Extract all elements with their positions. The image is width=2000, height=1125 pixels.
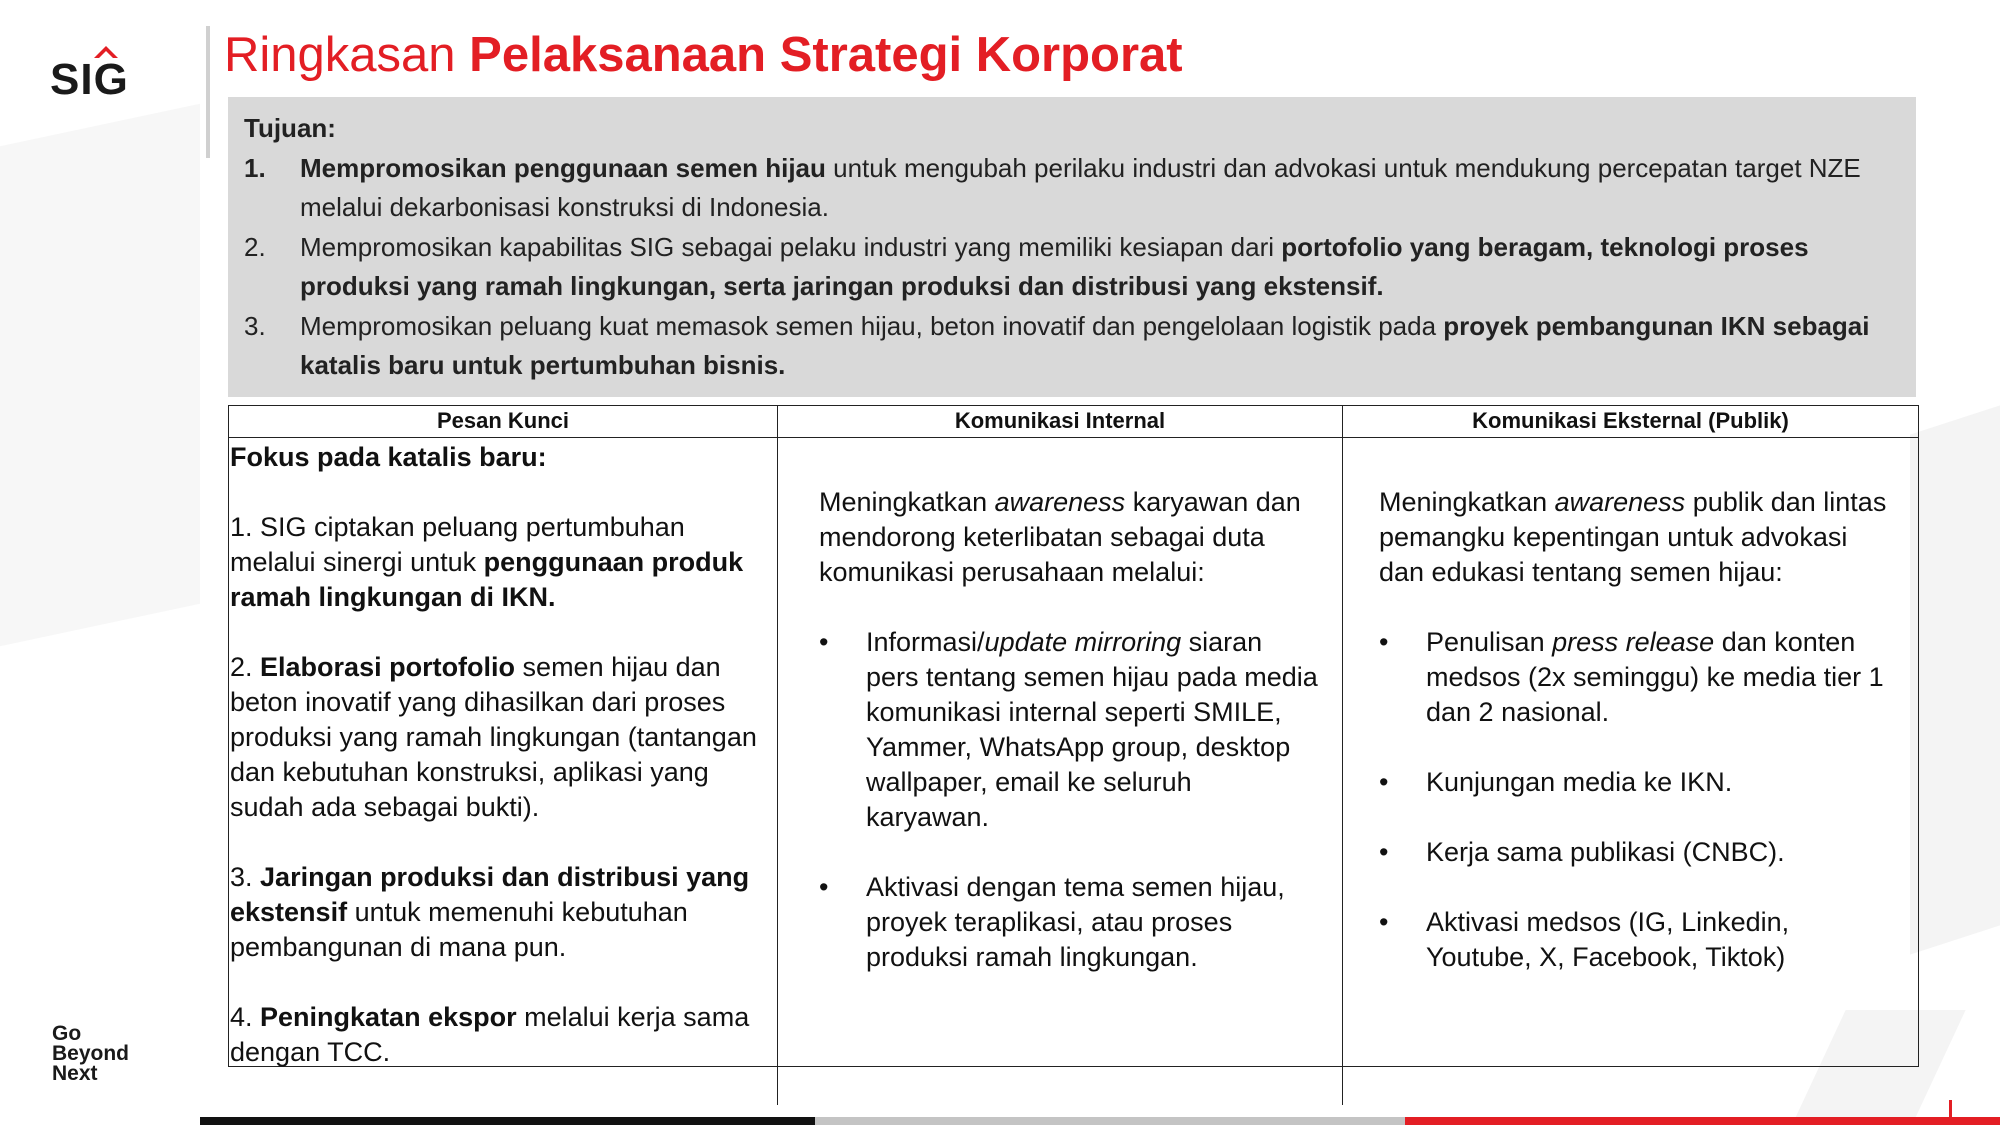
header-divider	[206, 26, 210, 158]
bullet-text: dan konten medsos (2x seminggu) ke media tier 1 dan 2 nasional.	[1426, 627, 1884, 727]
bullet-icon: •	[1379, 907, 1389, 937]
intro-italic: awareness	[994, 487, 1126, 517]
sig-logo	[50, 44, 160, 104]
bullet-text: Kerja sama publikasi (CNBC).	[1426, 837, 1785, 867]
objectives-box	[228, 97, 1916, 397]
tagline	[52, 1024, 129, 1084]
footer-bar-grey	[815, 1117, 1405, 1125]
point-text: 2.	[230, 652, 261, 682]
external-bullet	[1379, 625, 1888, 730]
bullet-text: Kunjungan media ke IKN.	[1426, 767, 1733, 797]
point-text: 3.	[230, 862, 261, 892]
objective-text: untuk mengubah perilaku industri dan advokasi untuk mendukung percepatan target NZE melalui dekarbonisasi konstruksi di Indonesia.	[300, 152, 1861, 222]
tagline-line: Go	[52, 1022, 82, 1045]
objective-number: 1.	[244, 152, 266, 183]
key-message-point	[230, 510, 777, 615]
communication-table	[228, 405, 1919, 1067]
background-shape	[1910, 405, 2000, 954]
point-text: 4.	[230, 1002, 261, 1032]
bullet-text: Penulisan	[1426, 627, 1553, 657]
point-bold: Elaborasi portofolio	[260, 652, 516, 682]
objective-item	[244, 307, 1902, 386]
footer-bar-black	[200, 1117, 815, 1125]
key-message-point	[230, 860, 777, 965]
key-message-heading-text: Fokus pada katalis baru:	[230, 442, 547, 472]
external-bullet	[1379, 835, 1888, 870]
table-header-external: Komunikasi Eksternal (Publik)	[1343, 406, 1918, 438]
background-shape	[0, 104, 200, 647]
point-bold: Jaringan produksi dan distribusi yang ekstensif	[230, 862, 750, 927]
objective-number: 2.	[244, 231, 266, 262]
internal-intro	[819, 485, 1318, 590]
objectives-heading: Tujuan:	[244, 113, 336, 143]
point-text: melalui kerja sama dengan TCC.	[230, 1002, 750, 1067]
intro-text: Meningkatkan	[1379, 487, 1555, 517]
external-bullet	[1379, 905, 1888, 975]
point-text: semen hijau dan beton inovatif yang dihasilkan dari proses produksi yang ramah lingkungan (tantangan dan kebutuhan konstruksi, aplikasi yang sudah ada sebagai bukti).	[230, 652, 757, 822]
bullet-italic: press release	[1552, 627, 1715, 657]
bullet-icon: •	[1379, 627, 1389, 657]
footer-bar-red	[1405, 1117, 2000, 1125]
point-bold: penggunaan produk ramah lingkungan di IKN.	[230, 547, 744, 612]
key-message-heading	[230, 440, 777, 475]
logo-text: SIG	[50, 55, 129, 104]
bullet-icon: •	[1379, 767, 1389, 797]
bullet-italic: update mirroring	[984, 627, 1182, 657]
external-intro	[1379, 485, 1888, 590]
internal-bullet	[819, 870, 1318, 975]
title-part-2: Pelaksanaan Strategi Korporat	[469, 28, 1183, 82]
intro-italic: awareness	[1554, 487, 1686, 517]
intro-text: Meningkatkan	[819, 487, 995, 517]
page-title	[224, 26, 1183, 84]
objective-item	[244, 149, 1902, 228]
point-text: 1. SIG ciptakan peluang pertumbuhan melalui sinergi untuk	[230, 512, 685, 577]
objective-text: Mempromosikan peluang kuat memasok semen hijau, beton inovatif dan pengelolaan logistik pada	[300, 310, 1444, 341]
bullet-text: Aktivasi medsos (IG, Linkedin, Youtube, X, Facebook, Tiktok)	[1426, 907, 1790, 972]
objective-bold: Mempromosikan penggunaan semen hijau	[300, 152, 826, 183]
table-header-key-message: Pesan Kunci	[229, 406, 778, 438]
key-message-point	[230, 650, 777, 825]
footer-tick	[1949, 1100, 1952, 1117]
point-text: untuk memenuhi kebutuhan pembangunan di mana pun.	[230, 897, 688, 962]
external-bullet	[1379, 765, 1888, 800]
internal-comm-cell	[778, 438, 1343, 1105]
objective-bold: proyek pembangunan IKN sebagai katalis baru untuk pertumbuhan bisnis.	[300, 310, 1870, 380]
bullet-icon: •	[819, 627, 829, 657]
bullet-icon: •	[819, 872, 829, 902]
table-header-internal: Komunikasi Internal	[778, 406, 1343, 438]
key-message-point	[230, 1000, 777, 1070]
bullet-text: siaran pers tentang semen hijau pada media komunikasi internal seperti SMILE, Yammer, WhatsApp group, desktop wallpaper, email ke seluruh karyawan.	[866, 627, 1318, 832]
objective-text: Mempromosikan kapabilitas SIG sebagai pelaku industri yang memiliki kesiapan dari	[300, 231, 1282, 262]
tagline-line: Next	[52, 1062, 98, 1085]
bullet-icon: •	[1379, 837, 1389, 867]
intro-text: publik dan lintas pemangku kepentingan untuk advokasi dan edukasi tentang semen hijau:	[1379, 487, 1887, 587]
bullet-text: Informasi/	[866, 627, 985, 657]
title-part-1: Ringkasan	[224, 28, 456, 82]
objective-item	[244, 228, 1902, 307]
objective-number: 3.	[244, 310, 266, 341]
intro-text: karyawan dan mendorong keterlibatan sebagai duta komunikasi perusahaan melalui:	[819, 487, 1301, 587]
point-bold: Peningkatan ekspor	[260, 1002, 517, 1032]
tagline-line: Beyond	[52, 1042, 130, 1065]
objective-bold: portofolio yang beragam, teknologi proses produksi yang ramah lingkungan, serta jaringan produksi dan distribusi yang ekstensif.	[300, 231, 1809, 301]
key-message-cell	[229, 438, 778, 1105]
external-comm-cell	[1343, 438, 1918, 1105]
bullet-text: Aktivasi dengan tema semen hijau, proyek teraplikasi, atau proses produksi ramah lingkungan.	[866, 872, 1285, 972]
internal-bullet	[819, 625, 1318, 835]
